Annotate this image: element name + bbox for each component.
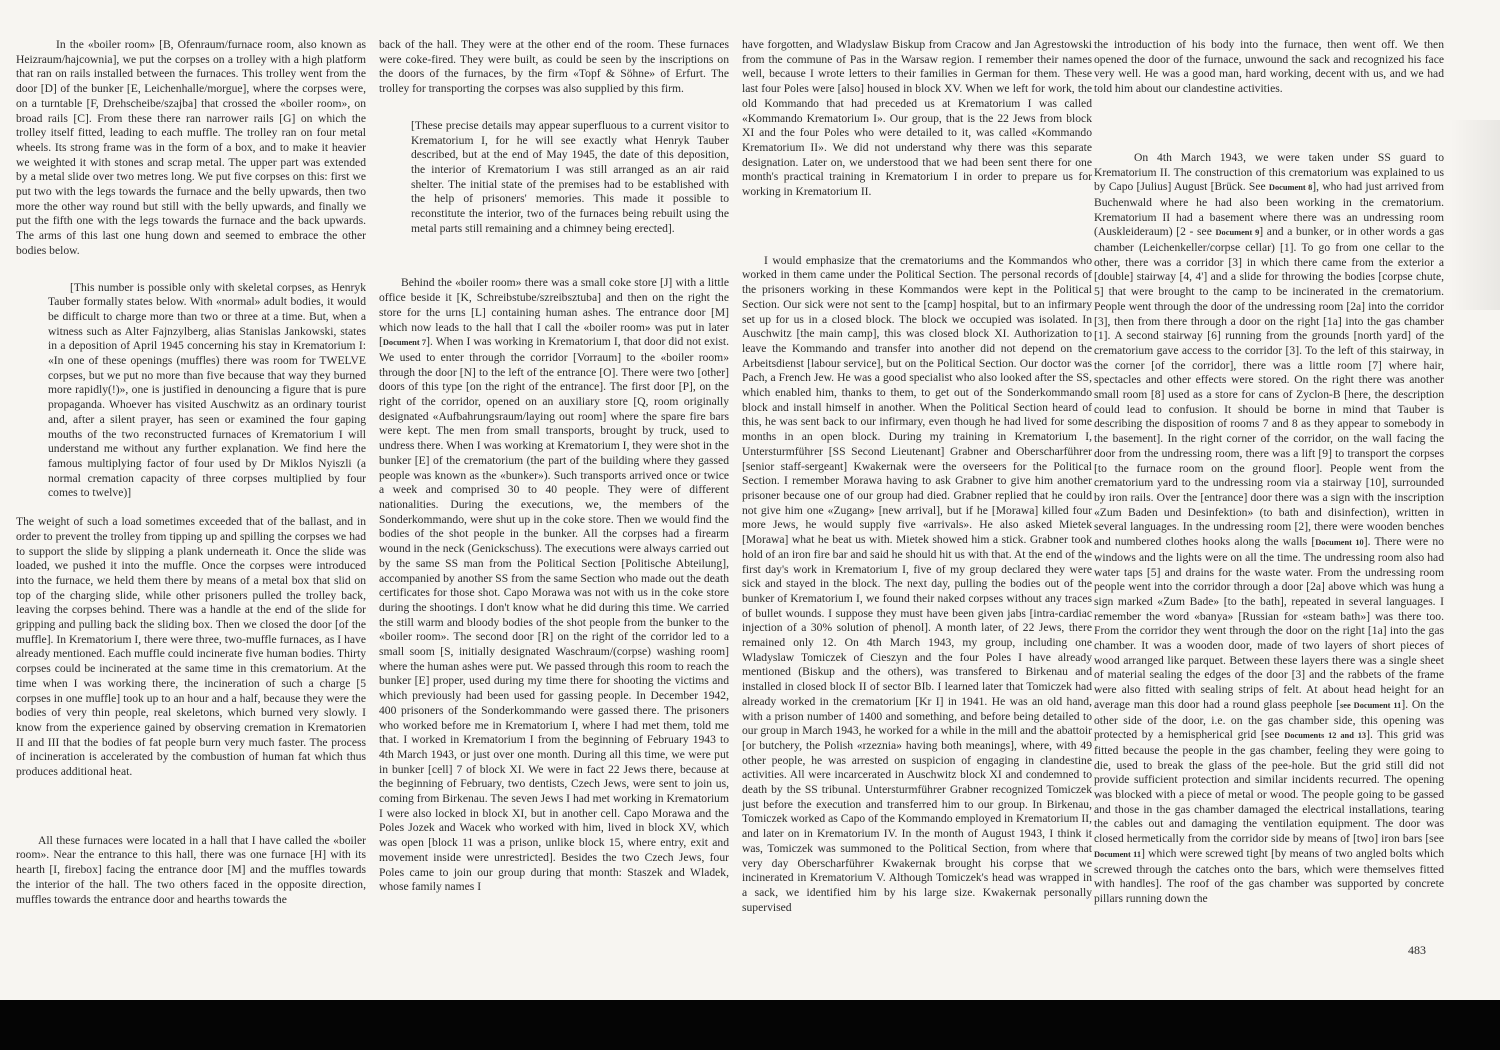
paragraph-text: ]. When I was working in Krematorium I, that door did not exist. We used to enter through the corridor [Vorraum] to the «boiler room» through the door [N] to the left of the entrance [O]. There were two [other] doors of this type [on the right of the entrance]. The first door [P], on the right of the corridor, opened on an auxiliary store [Q, room originally designated «Aufbahrungsraum/laying out room] where the spare fire bars were kept. The men from small transports, brought by truck, used to undress there. When I was working at Krematorium I, they were shot in the bunker [E] of the crematorium (the part of the building where they gassed people was known as the «bunker»). Such transports arrived once or twice a week and comprised 30 to 40 people. They were of different nationalities. During the executions, we, the members of the Sonderkommando, were shut up in the coke store. Then we would find the bodies of the shot people in the bunker. All the corpses had a firearm wound in the neck (Genickschuss). The executions were always carried out by the same SS man from the Political Section [Politische Abteilung], accompanied by another SS from the same Section who made out the death certificates for those shot. Capo Morawa was not with us in the coke store during the shootings. I don't know what he did during this time. We carried the still warm and bloody bodies of the shot people from the bunker to the «boiler room». The second door [R] on the right of the corridor led to a small soom [S, initially designated Waschraum/(corpse) washing room] where the human ashes were put. We passed through this room to reach the bunker [E] proper, used during my time there for shooting the victims and which previously had been used for gassing people. In December 1942, 400 prisoners of the Sonderkommando were gassed there. The prisoners who worked before me in Krematorium I, where I had met them, told me that. I worked in Krematorium I from the beginning of February 1943 to 4th March 1943, or just over one month. During all this time, we were put in bunker [cell] 7 of block XI. We were in fact 22 Jews there, because at the beginning of February, two dentists, Czech Jews, were sent to join us, coming from Birkenau. The seven Jews I had met working in Krematorium I were also locked in block XI, but in another cell. Capo Morawa and the Poles Jozek and Wacek who worked with him, lived in block XV, which was open [block 11 was a prison, unlike block 15, where entry, exit and movement inside were unrestricted]. Besides the two Czech Jews, four Poles came to join our group during that month: Staszek and Wladek, whose family names I [379,335,729,894]
document-reference: Document 11 [1094,849,1142,859]
document-reference: Document 8 [1268,183,1313,193]
paragraph-text: ] and a bunker, or in other words a gas chamber (Leichenkeller/corpse cellar) [1]. To go from one cellar to the other, there was a corridor [3] in which there came from the exterior a [double] stairway [4, 4'] and a slide for throwing the bodies [corpse chute, 5] that were brought to the camp to be incinerated in the crematorium. People went through the door of the undressing room [2a] into the corridor [3], then from there through a door on the right [1a] into the gas chamber [1]. A second stairway [6] running from the grounds [north yard] of the crematorium gave access to the corridor [3]. To the left of this stairway, in the corner [of the corridor], there was a little room [7] where hair, spectacles and other effects were stored. On the right there was another small room [8] used as a store for cans of Zyclon-B [here, the description could lead to confusion. It should be borne in mind that Tauber is describing the disposition of rooms 7 and 8 as they appear to somebody in the basement]. In the right corner of the corridor, on the wall facing the door from the undressing room, there was a lift [9] to transport the corpses [to the furnace room on the ground floor]. People went from the crematorium yard to the undressing room via a stairway [10], surrounded by iron rails. Over the [entrance] door there was a sign with the inscription «Zum Baden und Desinfektion» (to bath and disinfection), written in several languages. In the undressing room [2], there were wooden benches and numbered clothes hooks along the walls [ [1094,225,1444,549]
paragraph: have forgotten, and Wladyslaw Biskup from Cracow and Jan Agrestowski from the commune of Pas in the Warsaw region. I remember their names well, because I wrote letters to their families in German for them. These last four Poles were [also] housed in block XV. When we left for work, the old Kommando that had preceded us at Krematorium I was called «Kommando Krematorium I». Our group, that is the 22 Jews from block XI and the four Poles who were detailed to it, was called «Kommando Krematorium II». We did not understand why there was this separate designation. Later on, we understood that we had been sent there for one month's practical training in Krematorium I in order to prepare us for working in Krematorium II. [742,38,1092,199]
text-column-1 [16,38,366,907]
text-column-2 [379,38,729,895]
paragraph: the introduction of his body into the furnace, then went off. We then opened the door of the furnace, unwound the sack and recognized his face very well. He was a good man, hard working, decent with us, and we had told him about our clandestine activities. [1094,38,1444,96]
document-reference: Document 10 [1315,538,1364,548]
paragraph: The weight of such a load sometimes exceeded that of the ballast, and in order to prevent the trolley from tipping up and spilling the corpses we had to support the slide by slipping a plank underneath it. Once the slide was loaded, we pushed it into the muffle. Once the corpses were introduced into the furnace, we held them there by means of a metal box that slid on top of the charging slide, while other prisoners pulled the trolley back, leaving the corpses behind. There was a handle at the end of the slide for gripping and pulling back the sliding box. Then we closed the door [of the muffle]. In Krematorium I, there were three, two-muffle furnaces, as I have already mentioned. Each muffle could incinerate five human bodies. Thirty corpses could be incinerated at the same time in this crematorium. At the time when I was working there, the incineration of such a charge [5 corpses in one muffle] took up to an hour and a half, because they were the bodies of very thin people, real skeletons, which burned very slowly. I know from the experience gained by observing cremation in Krematorien II and III that the bodies of fat people burn very much faster. The process of incineration is accelerated by the combustion of human fat which thus produces additional heat. [16,515,366,779]
paragraph [379,276,729,895]
text-column-3 [742,38,1092,915]
text-column-4 [1094,38,1444,907]
document-reference: Document 7 [382,338,427,348]
paragraph-text: ] which were screwed tight [by means of two angled bolts which screwed through the catches onto the bars, which were themselves fitted with handles]. The roof of the gas chamber was supported by concrete pillars running down the [1094,846,1445,905]
editorial-note: [These precise details may appear superfluous to a current visitor to Krematorium I, for he will see exactly what Henryk Tauber described, but at the end of May 1945, the date of this deposition, the interior of Krematorium I was still arranged as an air raid shelter. The initial state of the premises had to be established with the help of prisoners' memories. This made it possible to reconstitute the interior, two of the furnaces being rebuilt using the metal parts still remaining and a chimney being erected]. [411,118,729,235]
paragraph-text: ], who had just arrived from Buchenwald where he had also been working in the crematorium. Krematorium II had a basement where there was an undressing room (Auskleideraum) [2 - see [1094,180,1444,239]
page-number: 483 [1408,943,1426,957]
paragraph: I would emphasize that the crematoriums and the Kommandos who worked in them came under the Political Section. The personal records of the prisoners working in these Kommandos were kept in the Political Section. Our sick were not sent to the [camp] hospital, but to an infirmary set up for us in a closed block. The block we occupied was isolated. In Auschwitz [the main camp], this was closed block XI. Authorization to leave the Kommando and transfer into another did not depend on the Arbeitsdienst [labour service], but on the Political Section. Our doctor was Pach, a French Jew. He was a good specialist who also looked after the SS, which enabled him, thanks to them, to get out of the Sonderkommando block and install himself in another. When the Political Section heard of this, he was sent back to our infirmary, even though he had lived for some months in an open block. During my training in Krematorium I, Untersturmführer [SS Second Lieutenant] Grabner and Oberscharführer [senior staff-sergeant] Kwakernak were the overseers for the Political Section. I remember Morawa having to ask Grabner to give him another prisoner because one of our group had died. Grabner replied that he could not give him one «Zugang» [new arrival], but if he [Morawa] killed four more Jews, he would supply five «arrivals». He also asked Mietek [Morawa] what he beat us with. Mietek showed him a stick. Grabner took hold of an iron fire bar and said he should hit us with that. At the end of the first day's work in Krematorium I, five of my group declared they were sick and stayed in the block. The next day, pulling the bodies out of the bunker of Krematorium I, we found their naked corpses without any traces of bullet wounds. I suppose they must have been given jabs [intra-cardiac injection of a 30% solution of phenol]. A month later, of 22 Jews, there remained only 12. On 4th March 1943, my group, including one Wladyslaw Tomiczek of Cieszyn and the four Poles I have already mentioned (Biskup and the others), was transfered to Birkenau and installed in closed block II of sector BIb. I learned later that Tomiczek had already worked in the crematorium [Kr I] in 1941. He was an old hand, with a prison number of 1400 and something, and before being detailed to our group in March 1943, he worked for a while in the mill and the abattoir [or butchery, the Polish «rzeznia» having both meanings], where, with 49 other people, he was arrested on suspicion of engaging in clandestine activities. All were incarcerated in Auschwitz block XI and condemned to death by the SS tribunal. Untersturmführer Grabner recognized Tomiczek just before the execution and transferred him to our group. In Birkenau, Tomiczek worked as Capo of the Kommando employed in Krematorium II, and later on in Krematorium IV. In the month of August 1943, I think it was, Tomiczek was summoned to the Political Section, from where that very day Oberscharführer Kwakernak brought his corpse that we incinerated in Krematorium V. Although Tomiczek's head was wrapped in a sack, we identified him by his large size. Kwakernak personally supervised [742,253,1092,914]
scan-bottom-border [0,1000,1500,1050]
document-reference: Document 9 [1215,228,1260,238]
paragraph: back of the hall. They were at the other end of the room. These furnaces were coke-fired. They were built, as could be seen by the inscriptions on the doors of the furnaces, by the firm «Topf & Söhne» of Erfurt. The trolley for transporting the corpses was also supplied by this firm. [379,38,729,96]
paragraph-text: On 4th March 1943, we were taken under SS guard to Krematorium II. The construction of this crematorium was explained to us by Capo [Julius] August [Brück. See [1094,150,1444,194]
paragraph-text: ]. This grid was fitted because the people in the gas chamber, feeling they were going to die, used to break the glass of the pee-hole. But the grid still did not provide sufficient protection and similar incidents recurred. The opening was blocked with a piece of metal or wood. The people going to be gassed and those in the gas chamber damaged the electrical installations, tearing the cables out and damaging the ventilation equipment. The door was closed hermetically from the corridor side by means of [two] iron bars [see [1094,728,1444,846]
paragraph: All these furnaces were located in a hall that I have called the «boiler room». Near the entrance to this hall, there was one furnace [H] with its hearth [I, firebox] facing the entrance door [M] and the muffles towards the interior of the hall. The two others faced in the opposite direction, muffles towards the entrance door and hearths towards the [16,833,366,906]
paragraph-text: ]. On the other side of the door, i.e. on the gas chamber side, this opening was protected by a hemispherical grid [see [1094,697,1445,742]
document-reference: see Document 11 [1339,700,1402,710]
document-reference: Documents 12 and 13 [1284,731,1367,741]
paragraph-text: ]. There were no windows and the lights were on all the time. The undressing room also had water taps [5] and drains for the waste water. From the undressing room people went into the corridor through a door [2a] above which was hung a sign marked «Zum Bade» [to the bath], repeated in several languages. I remember the word «banya» [Russian for «steam bath»] was there too. From the corridor they went through the door on the right [1a] into the gas chamber. It was a wooden door, made of two layers of short pieces of wood arranged like parquet. Between these layers there was a single sheet of material sealing the edges of the door [3] and the rabbets of the frame were also fitted with sealing strips of felt. At about head height for an average man this door had a round glass peephole [ [1094,535,1444,711]
paragraph-text: Behind the «boiler room» there was a small coke store [J] with a little office beside it [K, Schreibstube/szreibsztuba] and then on the right the store for the urns [L] containing human ashes. The entrance door [M] which now leads to the hall that I call the «boiler room» was put in later [ [379,276,729,349]
paragraph: In the «boiler room» [B, Ofenraum/furnace room, also known as Heizraum/hajcownia], we put the corpses on a trolley with a high platform that ran on rails installed between the furnaces. This trolley went from the door [D] of the bunker [E, Leichenhalle/morgue], where the corpses were, on a turntable [F, Drehscheibe/szajba] that crossed the «boiler room», on broad rails [C]. From these there ran narrower rails [G] on which the trolley itself fitted, leading to each muffle. The trolley ran on four metal wheels. Its strong frame was in the form of a box, and to make it heavier we weighted it with stones and scrap metal. The upper part was extended by a metal slide over two metres long. We put five corpses on this: first we put two with the legs towards the furnace and the belly upwards, then two more the other way round but still with the belly upwards, and finally we put the fifth one with the legs towards the furnace and the back upwards. The arms of this last one hung down and seemed to embrace the other bodies below. [16,38,366,257]
editorial-note: [This number is possible only with skeletal corpses, as Henryk Tauber formally states below. With «normal» adult bodies, it would be difficult to charge more than two or three at a time. But, when a witness such as Alter Fajnzylberg, alias Stanislas Jankowski, states in a deposition of April 1945 concerning his stay in Krematorium I: «In one of these openings (muffles) there was room for TWELVE corpses, but we put no more than five because that way they burned more rapidly(!)», one is justified in denouncing a figure that is pure propaganda. Whoever has visited Auschwitz as an ordinary tourist and, after a silent prayer, has seen or examined the four gaping mouths of the two reconstructed furnaces of Krematorium I will understand me without any further explanation. We find here the famous multiplying factor of four used by Dr Miklos Nyiszli (a normal cremation capacity of three corpses multiplied by four comes to twelve)] [48,280,366,500]
paragraph [1094,151,1444,907]
page-edge-shadow [1450,120,1500,310]
